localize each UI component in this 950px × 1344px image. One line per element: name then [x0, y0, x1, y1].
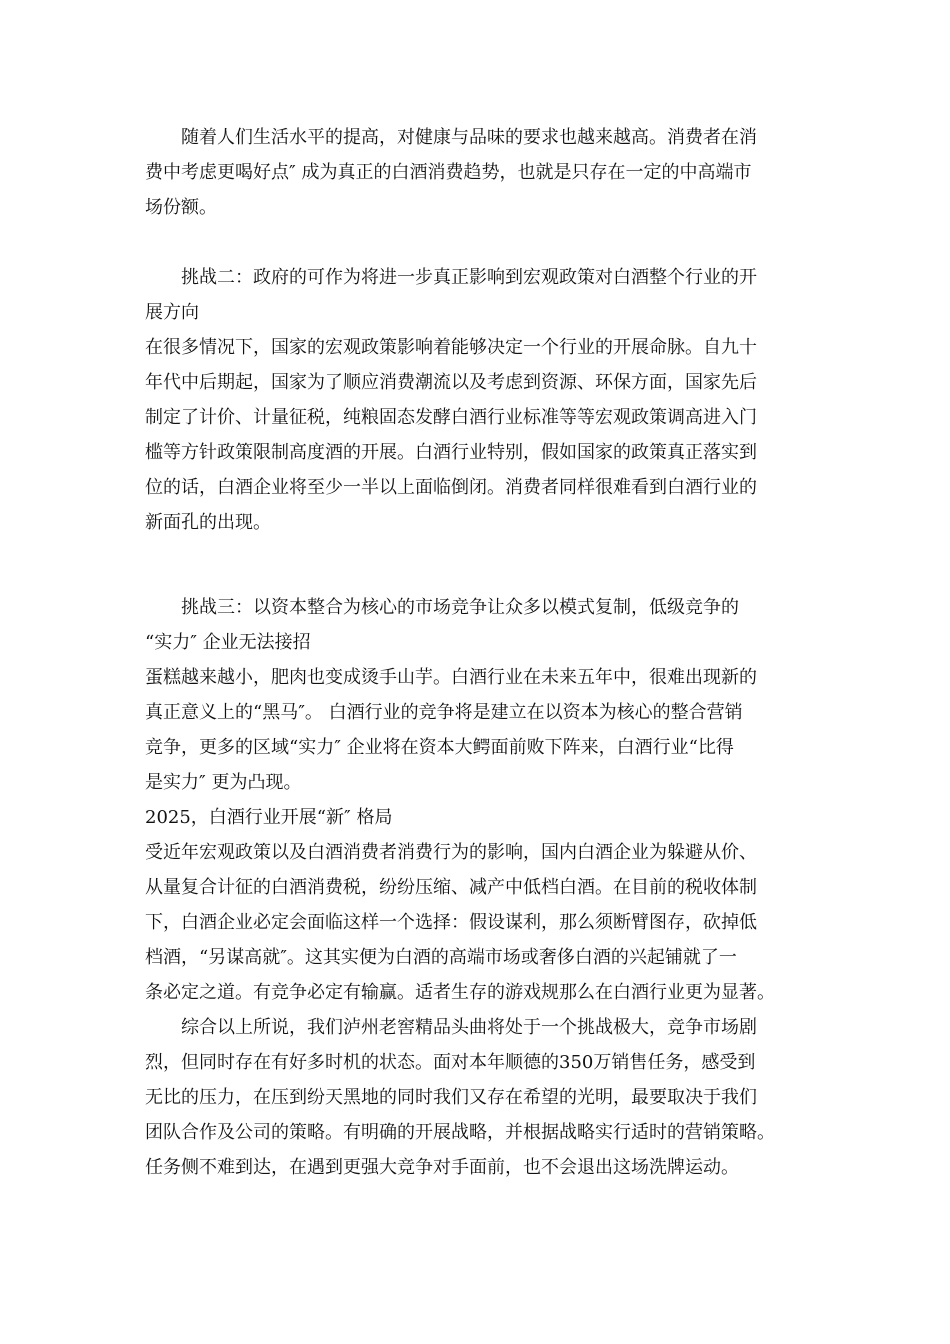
- heading-line: 挑战三：以资本整合为核心的市场竞争让众多以模式复制，低级竞争的: [145, 597, 739, 618]
- text-line: 从量复合计征的白酒消费税，纷纷压缩、减产中低档白酒。在目前的税收体制: [145, 877, 757, 898]
- heading-line: “实力″ 企业无法接招: [145, 632, 311, 653]
- text-line: 在很多情况下，国家的宏观政策影响着能够决定一个行业的开展命脉。自九十: [145, 337, 757, 358]
- text-line: 任务侧不难到达，在遇到更强大竞争对手面前，也不会退出这场洗牌运动。: [145, 1157, 739, 1178]
- text-line: 位的话，白酒企业将至少一半以上面临倒闭。消费者同样很难看到白酒行业的: [145, 477, 757, 498]
- heading-line: 挑战二：政府的可作为将进一步真正影响到宏观政策对白酒整个行业的开: [145, 267, 757, 288]
- text-line: 制定了计价、计量征税，纯粮固态发酵白酒行业标准等等宏观政策调高进入门: [145, 407, 757, 428]
- paragraph-challenge-three: [145, 590, 775, 1185]
- text-line: 场份额。: [145, 197, 217, 218]
- section-heading: 2025，白酒行业开展“新″ 格局: [145, 807, 393, 828]
- text-line: 无比的压力，在压到纷天黑地的同时我们又存在希望的光明，最要取决于我们: [145, 1087, 757, 1108]
- text-line: 是实力″ 更为凸现。: [145, 772, 302, 793]
- heading-line: 展方向: [145, 302, 199, 323]
- text-line: 团队合作及公司的策略。有明确的开展战略，并根据战略实行适时的营销策略。: [145, 1122, 775, 1143]
- text-line: 新面孔的出现。: [145, 512, 271, 533]
- text-line: 综合以上所说，我们泸州老窖精品头曲将处于一个挑战极大，竞争市场剧: [145, 1017, 757, 1038]
- text-line: 烈，但同时存在有好多时机的状态。面对本年顺德的350万销售任务，感受到: [145, 1052, 756, 1073]
- text-line: 费中考虑更喝好点″ 成为真正的白酒消费趋势，也就是只存在一定的中高端市: [145, 162, 752, 183]
- text-line: 竞争，更多的区域“实力″ 企业将在资本大鳄面前败下阵来，白酒行业“比得: [145, 737, 734, 758]
- text-line: 条必定之道。有竞争必定有输赢。适者生存的游戏规那么在白酒行业更为显著。: [145, 982, 775, 1003]
- text-line: 年代中后期起，国家为了顺应消费潮流以及考虑到资源、环保方面，国家先后: [145, 372, 757, 393]
- text-line: 下，白酒企业必定会面临这样一个选择：假设谋利，那么须断臂图存，砍掉低: [145, 912, 757, 933]
- text-line: 受近年宏观政策以及白酒消费者消费行为的影响，国内白酒企业为躲避从价、: [145, 842, 757, 863]
- text-line: 随着人们生活水平的提高，对健康与品味的要求也越来越高。消费者在消: [145, 127, 757, 148]
- paragraph-challenge-two: [145, 260, 757, 540]
- text-line: 槛等方针政策限制高度酒的开展。白酒行业特别，假如国家的政策真正落实到: [145, 442, 757, 463]
- text-line: 蛋糕越来越小，肥肉也变成烫手山芋。白酒行业在未来五年中，很难出现新的: [145, 667, 757, 688]
- text-line: 真正意义上的“黑马″。 白酒行业的竞争将是建立在以资本为核心的整合营销: [145, 702, 743, 723]
- paragraph-consumer-trend: [145, 120, 757, 225]
- text-line: 档酒，“另谋高就″。这其实便为白酒的高端市场或奢侈白酒的兴起铺就了一: [145, 947, 737, 968]
